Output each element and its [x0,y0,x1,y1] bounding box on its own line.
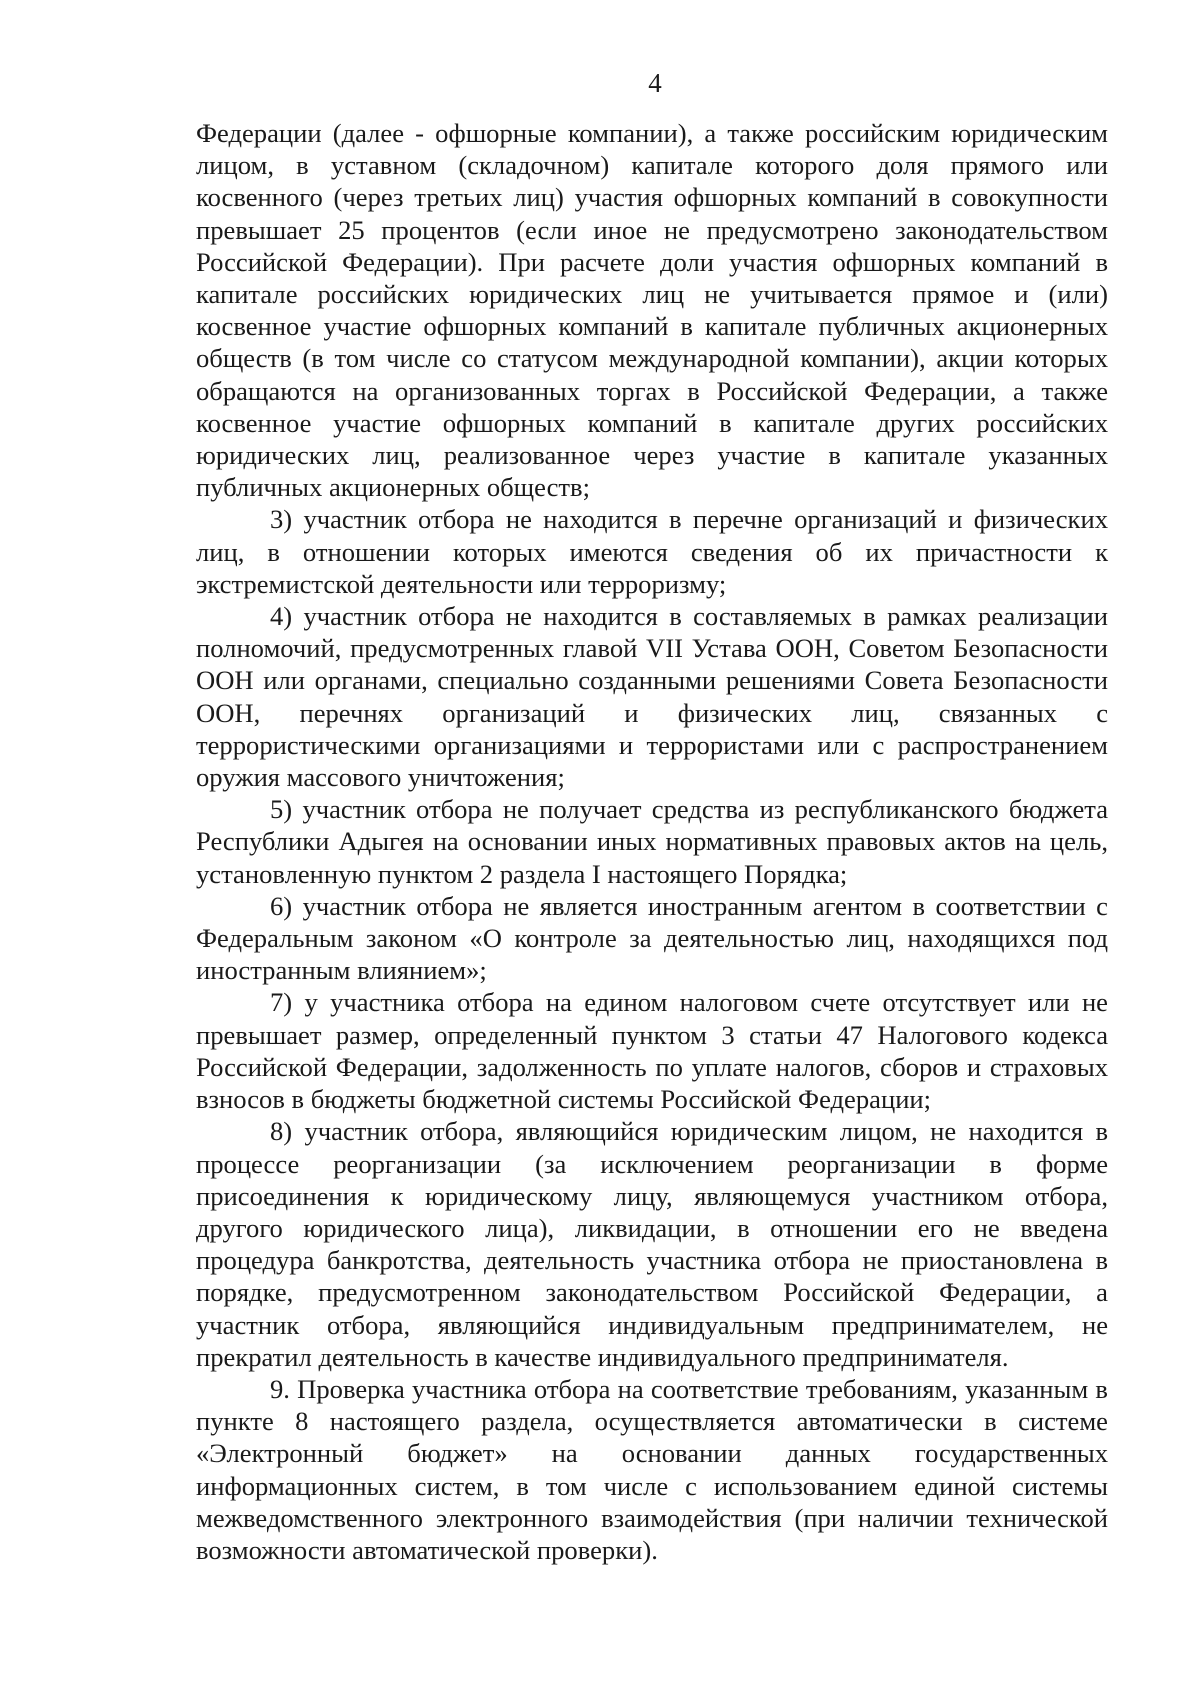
paragraph-item-7: 7) у участника отбора на едином налоговом счете отсутствует или не превышает размер, определенный пунктом 3 статьи 47 Налогового кодекса Российской Федерации, задолженность по уплате налогов, сборов и страховых взносов в бюджеты бюджетной системы Российской Федерации; [196,987,1108,1115]
paragraph-section-9: 9. Проверка участника отбора на соответствие требованиям, указанным в пункте 8 настоящего раздела, осуществляется автоматически в системе «Электронный бюджет» на основании данных государственных информационных систем, в том числе с использованием единой системы межведомственного электронного взаимодействия (при наличии технической возможности автоматической проверки). [196,1373,1108,1565]
paragraph-item-8: 8) участник отбора, являющийся юридическим лицом, не находится в процессе реорганизации (за исключением реорганизации в форме присоединения к юридическому лицу, являющемуся участником отбора, другого юридического лица), ликвидации, в отношении его не введена процедура банкротства, деятельность участника отбора не приостановлена в порядке, предусмотренном законодательством Российской Федерации, а участник отбора, являющийся индивидуальным предпринимателем, не прекратил деятельность в качестве индивидуального предпринимателя. [196,1116,1108,1372]
paragraph-item-4: 4) участник отбора не находится в составляемых в рамках реализации полномочий, предусмотренных главой VII Устава ООН, Советом Безопасности ООН или органами, специально созданными решениями Совета Безопасности ООН, перечнях организаций и физических лиц, связанных с террористическими организациями и террористами или с распространением оружия массового уничтожения; [196,601,1108,793]
document-body [196,117,1108,1566]
paragraph-item-3: 3) участник отбора не находится в перечне организаций и физических лиц, в отношении которых имеются сведения об их причастности к экстремистской деятельности или терроризму; [196,504,1108,599]
paragraph-item-5: 5) участник отбора не получает средства из республиканского бюджета Республики Адыгея на основании иных нормативных правовых актов на цель, установленную пунктом 2 раздела I настоящего Порядка; [196,794,1108,889]
paragraph-item-6: 6) участник отбора не является иностранным агентом в соответствии с Федеральным законом «О контроле за деятельностью лиц, находящихся под иностранным влиянием»; [196,890,1108,986]
paragraph-offshore-continuation: Федерации (далее - офшорные компании), а также российским юридическим лицом, в уставном (складочном) капитале которого доля прямого или косвенного (через третьих лиц) участия офшорных компаний в совокупности превышает 25 процентов (если иное не предусмотрено законодательством Российской Федерации). При расчете доли участия офшорных компаний в капитале российских юридических лиц не учитывается прямое и (или) косвенное участие офшорных компаний в капитале публичных акционерных обществ (в том числе со статусом международной компании), акции которых обращаются на организованных торгах в Российской Федерации, а также косвенное участие офшорных компаний в капитале других российских юридических лиц, реализованное через участие в капитале указанных публичных акционерных обществ; [196,118,1108,503]
page-number: 4 [648,68,662,98]
